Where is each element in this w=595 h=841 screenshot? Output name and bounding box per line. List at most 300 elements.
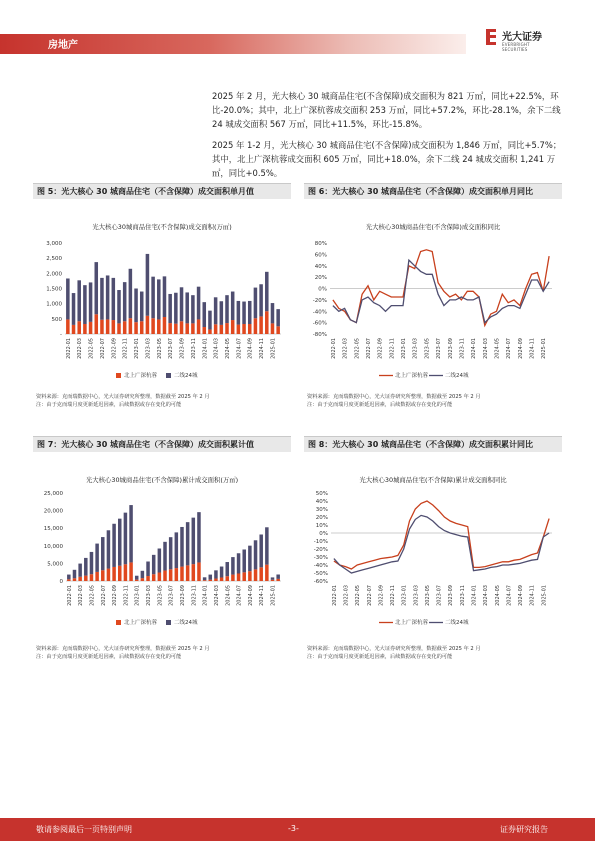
bar-tier2	[180, 527, 184, 567]
chart-svg	[304, 455, 562, 637]
x-tick-label: 2024-07	[236, 585, 243, 606]
bar-tier1	[67, 579, 71, 581]
figure-6-note: 注：由于克而瑞月度更新延迟因素，后续数据或存在变化的可能	[307, 402, 453, 408]
chart-title: 光大核心30城商品住宅(不含保障)成交面积(万㎡)	[92, 223, 232, 231]
bar-tier2	[95, 262, 99, 314]
bar-tier2	[220, 301, 224, 325]
y-tick-label: -	[60, 332, 62, 338]
y-tick-label: 80%	[314, 241, 327, 247]
x-tick-label: 2024-09	[247, 338, 254, 359]
x-tick-label: 2024-05	[225, 338, 231, 359]
bar-tier1	[73, 578, 77, 581]
y-tick-label: 30%	[315, 507, 328, 513]
bar-tier1	[140, 321, 144, 334]
bar-tier2	[146, 254, 150, 316]
bar-tier1	[192, 564, 196, 581]
x-tick-label: 2023-07	[168, 338, 175, 359]
y-tick-label: 20%	[314, 275, 327, 282]
x-tick-label: 2022-03	[78, 585, 85, 606]
bar-tier1	[225, 323, 229, 334]
bar-tier1	[254, 318, 258, 334]
bar-tier2	[141, 571, 145, 578]
y-tick-label: 0	[59, 579, 63, 585]
bar-tier1	[231, 320, 235, 334]
paragraph-jan-feb: 2025 年 1-2 月，光大核心 30 城商品住宅(不含保障)成交面积为 1,846 万㎡，同比+5.7%；其中，北上广深杭蓉成交面积 605 万㎡，同比+18.0%，余下二线 24 城成交面积 1,241 万㎡，同比+0.5%。	[212, 140, 562, 179]
x-tick-label: 2023-01	[401, 585, 408, 606]
bar-tier2	[175, 532, 179, 568]
x-tick-label: 2024-01	[202, 585, 209, 606]
legend-label: 北上广深杭蓉	[124, 620, 158, 626]
bar-tier1	[271, 580, 275, 581]
x-tick-label: 2024-11	[529, 338, 536, 359]
bar-tier1	[90, 574, 94, 581]
bar-tier1	[163, 317, 167, 334]
bar-tier1	[254, 569, 258, 581]
y-tick-label: -80%	[312, 332, 327, 338]
x-tick-label: 2024-11	[529, 585, 536, 606]
chart-title: 光大核心30城商品住宅(不含保障)累计成交面积(万㎡)	[85, 476, 239, 484]
bar-tier2	[72, 293, 76, 325]
bar-tier1	[242, 572, 246, 581]
x-tick-label: 2024-01	[202, 338, 209, 359]
x-tick-label: 2022-11	[123, 585, 130, 606]
bar-tier1	[259, 316, 263, 334]
y-tick-label: -60%	[312, 320, 327, 327]
figure-6-chart	[304, 202, 562, 390]
chart-svg	[33, 202, 291, 390]
bar-tier2	[254, 540, 258, 569]
x-tick-label: 2022-09	[111, 338, 118, 359]
x-tick-label: 2024-03	[483, 585, 490, 606]
bar-tier1	[66, 319, 70, 334]
bar-tier1	[203, 580, 207, 581]
bar-tier2	[185, 292, 189, 323]
x-tick-label: 2022-09	[112, 585, 119, 606]
bar-tier2	[112, 278, 116, 320]
x-tick-label: 2022-03	[77, 338, 84, 359]
x-tick-label: 2024-01	[471, 585, 478, 606]
bar-tier2	[163, 542, 167, 571]
bar-tier1	[72, 325, 76, 334]
x-tick-label: 2022-07	[99, 338, 106, 359]
x-tick-label: 2025-01	[541, 338, 548, 359]
x-tick-label: 2023-11	[190, 338, 197, 359]
bar-tier1	[163, 571, 167, 581]
bar-tier1	[191, 323, 195, 334]
x-tick-label: 2023-09	[448, 585, 455, 606]
x-tick-label: 2024-03	[213, 338, 220, 359]
y-tick-label: 0%	[318, 286, 327, 293]
legend-swatch	[166, 373, 171, 378]
y-tick-label: -10%	[313, 539, 328, 545]
figure-5-source: 资料来源：克而瑞数据中心，光大证券研究所整理，数据截至 2025 年 2 月	[36, 394, 210, 400]
bar-tier2	[89, 282, 93, 321]
bar-tier2	[169, 537, 173, 569]
bar-tier2	[265, 527, 269, 564]
bar-tier2	[67, 575, 71, 580]
legend-label: 二线24城	[445, 373, 469, 379]
bar-tier2	[208, 311, 212, 330]
x-tick-label: 2023-07	[436, 338, 443, 359]
bar-tier2	[209, 575, 213, 580]
bar-tier2	[129, 505, 133, 562]
x-tick-label: 2024-09	[518, 585, 525, 606]
x-tick-label: 2022-07	[100, 585, 107, 606]
bar-tier2	[259, 284, 263, 316]
x-tick-label: 2023-07	[168, 585, 175, 606]
bar-tier1	[265, 565, 269, 581]
chart-svg	[33, 455, 291, 637]
x-tick-label: 2024-05	[494, 338, 501, 359]
bar-tier2	[84, 558, 88, 576]
bar-tier2	[129, 269, 133, 318]
bar-tier1	[112, 320, 116, 334]
bar-tier2	[237, 553, 241, 573]
bar-tier1	[276, 579, 280, 581]
bar-tier2	[220, 567, 224, 578]
x-tick-label: 2022-05	[355, 585, 362, 606]
line-tier1	[334, 501, 549, 569]
bar-tier1	[100, 320, 104, 334]
bar-tier1	[151, 318, 155, 334]
bar-tier2	[237, 301, 241, 325]
legend-swatch	[116, 373, 121, 378]
bar-tier2	[231, 292, 235, 321]
footer-report-type: 证券研究报告	[500, 825, 548, 834]
bar-tier1	[237, 574, 241, 581]
bar-tier2	[124, 513, 128, 565]
y-tick-label: 60%	[314, 252, 327, 259]
x-tick-label: 2022-03	[343, 585, 350, 606]
bar-tier1	[89, 322, 93, 334]
x-tick-label: 2023-09	[179, 338, 186, 359]
x-tick-label: 2024-07	[506, 338, 513, 359]
y-tick-label: 25,000	[43, 491, 63, 497]
bar-tier1	[157, 319, 161, 334]
figure-5-note: 注：由于克而瑞月度更新延迟因素，后续数据或存在变化的可能	[36, 402, 182, 408]
figure-8-source: 资料来源：克而瑞数据中心，光大证券研究所整理，数据截至 2025 年 2 月	[307, 646, 481, 652]
bar-tier2	[100, 278, 104, 320]
bar-tier1	[248, 571, 252, 581]
bar-tier2	[192, 518, 196, 564]
bar-tier1	[146, 576, 150, 581]
y-tick-label: -40%	[313, 563, 328, 569]
bar-tier1	[203, 327, 207, 334]
bar-tier2	[73, 570, 77, 578]
x-tick-label: 2024-05	[225, 585, 232, 606]
bar-tier2	[276, 309, 280, 326]
x-tick-label: 2022-11	[122, 338, 129, 359]
x-tick-label: 2022-07	[366, 585, 373, 606]
x-tick-label: 2024-09	[247, 585, 254, 606]
bar-tier1	[168, 323, 172, 334]
bar-tier2	[66, 278, 70, 319]
legend-swatch	[116, 620, 121, 625]
bar-tier2	[140, 292, 144, 322]
figure-8-note: 注：由于克而瑞月度更新延迟因素，后续数据或存在变化的可能	[307, 654, 453, 660]
figure-8-chart	[304, 455, 562, 637]
y-tick-label: -50%	[313, 571, 328, 577]
figure-6-title: 图 6：光大核心 30 城商品住宅（不含保障）成交面积单月同比	[304, 183, 562, 199]
bar-tier1	[106, 319, 110, 334]
x-tick-label: 2023-05	[424, 585, 431, 606]
bar-tier2	[225, 562, 229, 576]
brand-logo	[484, 26, 554, 52]
figure-5-chart	[33, 202, 291, 390]
bar-tier2	[248, 301, 252, 324]
y-tick-label: 10,000	[43, 543, 63, 550]
x-tick-label: 2022-07	[365, 338, 372, 359]
x-tick-label: 2023-03	[145, 338, 152, 359]
bar-tier2	[112, 524, 116, 567]
bar-tier2	[248, 546, 252, 572]
line-tier2	[334, 515, 549, 573]
bar-tier2	[197, 512, 201, 562]
bar-tier2	[77, 280, 81, 321]
bar-tier2	[191, 295, 195, 323]
bar-tier1	[276, 326, 280, 334]
bar-tier2	[101, 537, 105, 570]
bar-tier2	[259, 535, 263, 568]
bar-tier2	[231, 557, 235, 574]
bar-tier1	[146, 316, 150, 334]
bar-tier2	[157, 279, 161, 319]
line-tier1	[333, 250, 549, 326]
chart-svg	[304, 202, 562, 390]
x-tick-label: 2023-03	[146, 585, 153, 606]
legend-label: 二线24城	[174, 373, 198, 379]
section-label: 房地产	[48, 40, 78, 51]
y-tick-label: 0%	[319, 531, 328, 537]
bar-tier1	[231, 575, 235, 581]
x-tick-label: 2022-11	[390, 585, 397, 606]
bar-tier1	[220, 325, 224, 334]
bar-tier1	[180, 567, 184, 581]
bar-tier2	[242, 302, 246, 324]
x-tick-label: 2024-03	[482, 338, 489, 359]
x-tick-label: 2022-09	[378, 585, 385, 606]
bar-tier2	[123, 282, 127, 321]
bar-tier2	[180, 287, 184, 321]
x-tick-label: 2022-05	[88, 338, 95, 359]
y-tick-label: -40%	[312, 309, 327, 316]
bar-tier1	[197, 319, 201, 334]
x-tick-label: 2023-01	[134, 585, 141, 606]
figure-7-source: 资料来源：克而瑞数据中心，光大证券研究所整理，数据截至 2025 年 2 月	[36, 646, 210, 652]
legend-label: 二线24城	[445, 620, 469, 626]
x-tick-label: 2022-05	[354, 338, 361, 359]
bar-tier1	[124, 564, 128, 581]
bar-tier2	[107, 530, 111, 568]
bar-tier1	[95, 572, 99, 581]
x-tick-label: 2022-01	[330, 338, 337, 359]
brand-logo-en: EVERBRIGHT SECURITIES	[502, 42, 530, 52]
y-tick-label: 500	[51, 316, 62, 323]
x-tick-label: 2022-09	[377, 338, 384, 359]
legend-label: 北上广深杭蓉	[395, 620, 429, 626]
bar-tier1	[175, 568, 179, 581]
bar-tier2	[197, 287, 201, 320]
y-tick-label: 40%	[314, 263, 327, 270]
legend-swatch	[166, 620, 171, 625]
paragraph-feb: 2025 年 2 月，光大核心 30 城商品住宅(不含保障)成交面积为 821 万㎡，同比+22.5%，环比-20.0%；其中，北上广深杭蓉成交面积 253 万㎡，同比+57.2%，环比-28.1%，余下二线 24 城成交面积 567 万㎡，同比+11.5%，环比-15.8%。	[212, 91, 561, 130]
bar-tier2	[186, 522, 190, 565]
figure-6-source: 资料来源：克而瑞数据中心，光大证券研究所整理，数据截至 2025 年 2 月	[307, 394, 481, 400]
x-tick-label: 2024-01	[471, 338, 478, 359]
bar-tier2	[174, 293, 178, 324]
y-tick-label: 10%	[315, 523, 328, 529]
y-tick-label: -20%	[313, 547, 328, 553]
x-tick-label: 2022-03	[342, 338, 349, 359]
y-tick-label: 40%	[315, 499, 328, 505]
bar-tier1	[214, 324, 218, 334]
x-tick-label: 2023-01	[134, 338, 141, 359]
x-tick-label: 2023-05	[424, 338, 431, 359]
bar-tier2	[242, 549, 246, 572]
bar-tier2	[271, 303, 275, 323]
y-tick-label: 2,000	[46, 271, 62, 278]
bar-tier2	[95, 544, 99, 572]
y-tick-label: -60%	[313, 579, 328, 585]
x-tick-label: 2025-01	[541, 585, 548, 606]
bar-tier2	[254, 288, 258, 319]
bar-tier1	[214, 579, 218, 581]
x-tick-label: 2024-09	[517, 338, 524, 359]
bar-tier1	[101, 570, 105, 581]
bar-tier1	[117, 323, 121, 334]
x-tick-label: 2022-01	[65, 338, 72, 359]
bar-tier1	[158, 573, 162, 581]
y-tick-label: 1,500	[46, 286, 62, 293]
bar-tier1	[242, 324, 246, 334]
x-tick-label: 2024-11	[259, 338, 266, 359]
bar-tier1	[220, 577, 224, 581]
y-tick-label: -20%	[312, 297, 327, 304]
bar-tier1	[265, 311, 269, 334]
bar-tier1	[112, 567, 116, 581]
brand-logo-cn: 光大证券	[502, 32, 542, 43]
bar-tier1	[141, 578, 145, 581]
legend-label: 二线24城	[174, 620, 198, 626]
bar-tier2	[152, 555, 156, 574]
y-tick-label: 20,000	[43, 508, 63, 515]
bar-tier1	[107, 569, 111, 581]
figure-5-title: 图 5：光大核心 30 城商品住宅（不含保障）成交面积单月值	[33, 183, 291, 199]
line-tier2	[333, 260, 549, 323]
y-tick-label: 50%	[315, 491, 328, 497]
bar-tier1	[237, 325, 241, 334]
legend-label: 北上广深杭蓉	[395, 373, 429, 379]
bar-tier1	[84, 576, 88, 581]
bar-tier2	[151, 277, 155, 319]
bar-tier1	[152, 574, 156, 581]
bar-tier2	[83, 285, 87, 324]
x-tick-label: 2025-01	[270, 585, 277, 606]
figure-7-chart	[33, 455, 291, 637]
y-tick-label: -30%	[313, 555, 328, 561]
chart-title: 光大核心30城商品住宅(不含保障)累计成交面积同比	[359, 476, 507, 484]
bar-tier1	[123, 321, 127, 334]
x-tick-label: 2024-07	[236, 338, 243, 359]
y-tick-label: 20%	[315, 515, 328, 521]
y-tick-label: 2,500	[46, 256, 62, 263]
bar-tier2	[214, 570, 218, 578]
x-tick-label: 2024-03	[213, 585, 220, 606]
bar-tier1	[208, 329, 212, 334]
x-tick-label: 2022-01	[331, 585, 338, 606]
brand-logo-icon	[484, 28, 498, 46]
bar-tier1	[129, 318, 133, 334]
chart-title: 光大核心30城商品住宅(不含保障)成交面积同比	[365, 223, 501, 231]
bar-tier2	[225, 295, 229, 323]
x-tick-label: 2022-05	[89, 585, 96, 606]
bar-tier1	[271, 323, 275, 334]
bar-tier2	[78, 564, 82, 577]
bar-tier2	[117, 290, 121, 323]
bar-tier1	[135, 580, 139, 581]
page-number: -3-	[288, 824, 299, 833]
x-tick-label: 2025-01	[270, 338, 277, 359]
bar-tier2	[118, 519, 122, 566]
bar-tier2	[135, 576, 139, 580]
bar-tier1	[129, 562, 133, 581]
bar-tier2	[265, 272, 269, 311]
bar-tier1	[259, 567, 263, 581]
bar-tier1	[83, 324, 87, 334]
figure-8-title: 图 8：光大核心 30 城商品住宅（不含保障）成交面积累计同比	[304, 436, 562, 452]
x-tick-label: 2023-09	[179, 585, 186, 606]
bar-tier1	[78, 577, 82, 581]
footer-bar	[0, 818, 595, 841]
bar-tier2	[203, 577, 207, 580]
x-tick-label: 2023-11	[191, 585, 198, 606]
legend-label: 北上广深杭蓉	[124, 373, 158, 379]
y-tick-label: 5,000	[47, 561, 63, 568]
x-tick-label: 2023-07	[436, 585, 443, 606]
bar-tier2	[146, 561, 150, 576]
bar-tier1	[134, 322, 138, 334]
x-tick-label: 2024-07	[506, 585, 513, 606]
bar-tier2	[163, 276, 167, 317]
bar-tier2	[271, 577, 275, 579]
bar-tier1	[197, 562, 201, 581]
bar-tier2	[168, 294, 172, 323]
bar-tier1	[118, 566, 122, 581]
figure-7-note: 注：由于克而瑞月度更新延迟因素，后续数据或存在变化的可能	[36, 654, 182, 660]
bar-tier1	[248, 324, 252, 334]
bar-tier2	[158, 549, 162, 573]
figure-7-title: 图 7：光大核心 30 城商品住宅（不含保障）成交面积累计值	[33, 436, 291, 452]
bar-tier1	[77, 321, 81, 334]
y-tick-label: 15,000	[43, 526, 63, 533]
bar-tier1	[180, 321, 184, 334]
x-tick-label: 2023-03	[412, 338, 419, 359]
x-tick-label: 2022-11	[389, 338, 396, 359]
bar-tier2	[90, 552, 94, 574]
x-tick-label: 2023-09	[447, 338, 454, 359]
bar-tier2	[214, 297, 218, 324]
x-tick-label: 2023-11	[459, 585, 466, 606]
x-tick-label: 2024-05	[494, 585, 501, 606]
y-tick-label: 3,000	[46, 241, 62, 247]
bar-tier1	[209, 580, 213, 581]
footer-disclaimer: 敬请参阅最后一页特别声明	[36, 825, 132, 834]
bar-tier2	[276, 575, 280, 579]
bar-tier1	[174, 324, 178, 334]
x-tick-label: 2023-05	[156, 338, 163, 359]
bar-tier2	[134, 289, 138, 323]
x-tick-label: 2022-01	[66, 585, 73, 606]
